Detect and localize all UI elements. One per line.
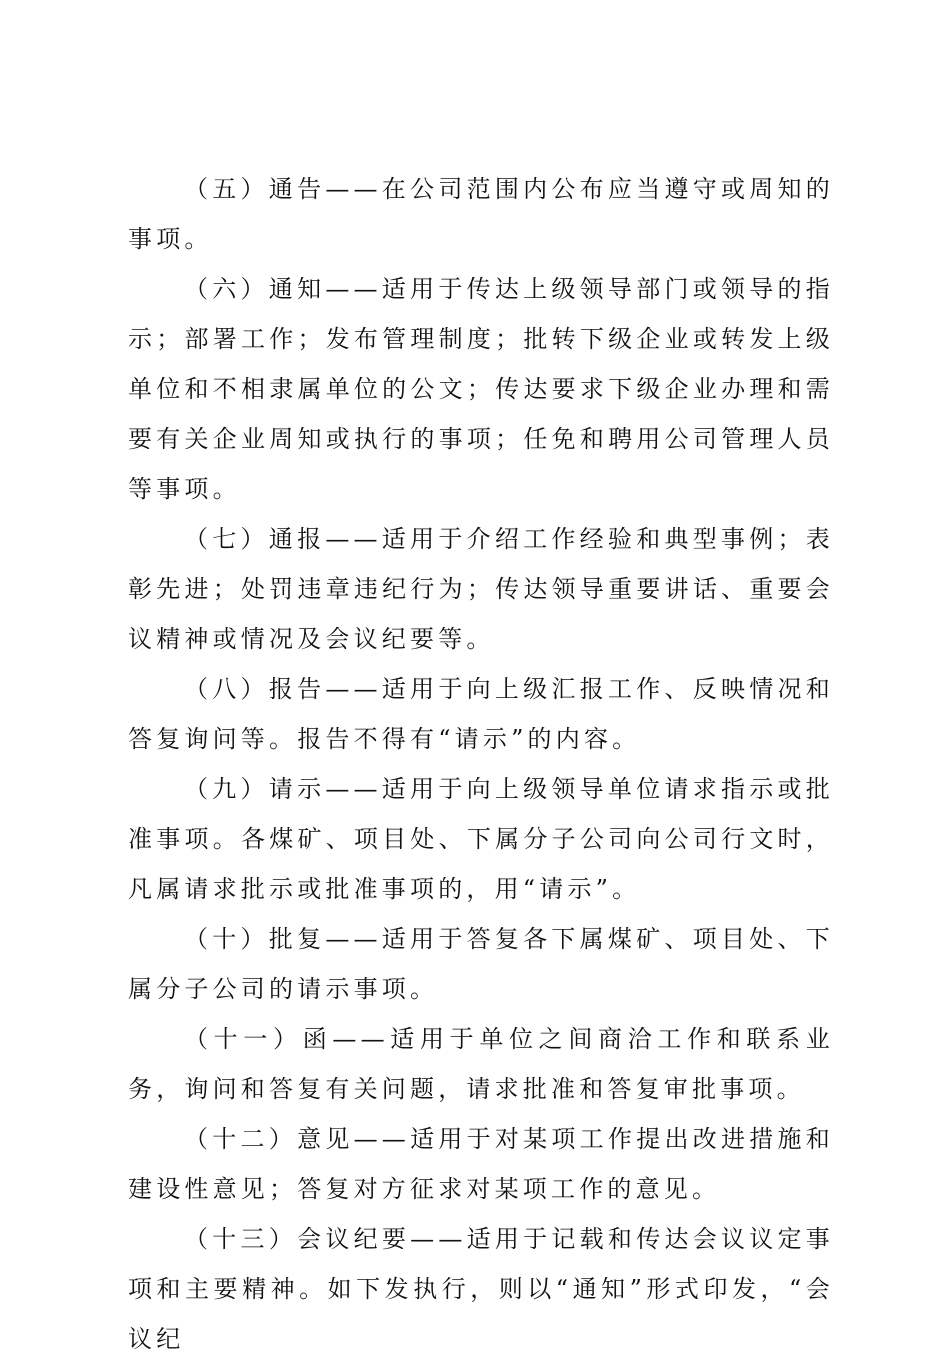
document-body xyxy=(128,164,834,1364)
paragraph-huiyi-jiyao: （十三）会议纪要——适用于记载和传达会议议定事项和主要精神。如下发执行，则以“通知”形式印发，“会议纪 xyxy=(128,1225,834,1353)
paragraph-tongzhi: （六）通知——适用于传达上级领导部门或领导的指示；部署工作；发布管理制度；批转下级企业或转发上级单位和不相隶属单位的公文；传达要求下级企业办理和需要有关企业周知或执行的事项；任免和聘用公司管理人员等事项。 xyxy=(128,275,834,503)
paragraph-yijian: （十二）意见——适用于对某项工作提出改进措施和建设性意见；答复对方征求对某项工作的意见。 xyxy=(128,1125,834,1203)
paragraph-qingshi: （九）请示——适用于向上级领导单位请求指示或批准事项。各煤矿、项目处、下属分子公司向公司行文时，凡属请求批示或批准事项的，用“请示”。 xyxy=(128,775,834,903)
paragraph-baogao: （八）报告——适用于向上级汇报工作、反映情况和答复询问等。报告不得有“请示”的内容。 xyxy=(128,675,834,753)
paragraph-pifu: （十）批复——适用于答复各下属煤矿、项目处、下属分子公司的请示事项。 xyxy=(128,925,834,1003)
paragraph-han: （十一）函——适用于单位之间商洽工作和联系业务，询问和答复有关问题，请求批准和答复审批事项。 xyxy=(128,1025,834,1103)
paragraph-tonggao: （五）通告——在公司范围内公布应当遵守或周知的事项。 xyxy=(128,175,834,253)
paragraph-tongbao: （七）通报——适用于介绍工作经验和典型事例；表彰先进；处罚违章违纪行为；传达领导重要讲话、重要会议精神或情况及会议纪要等。 xyxy=(128,525,834,653)
